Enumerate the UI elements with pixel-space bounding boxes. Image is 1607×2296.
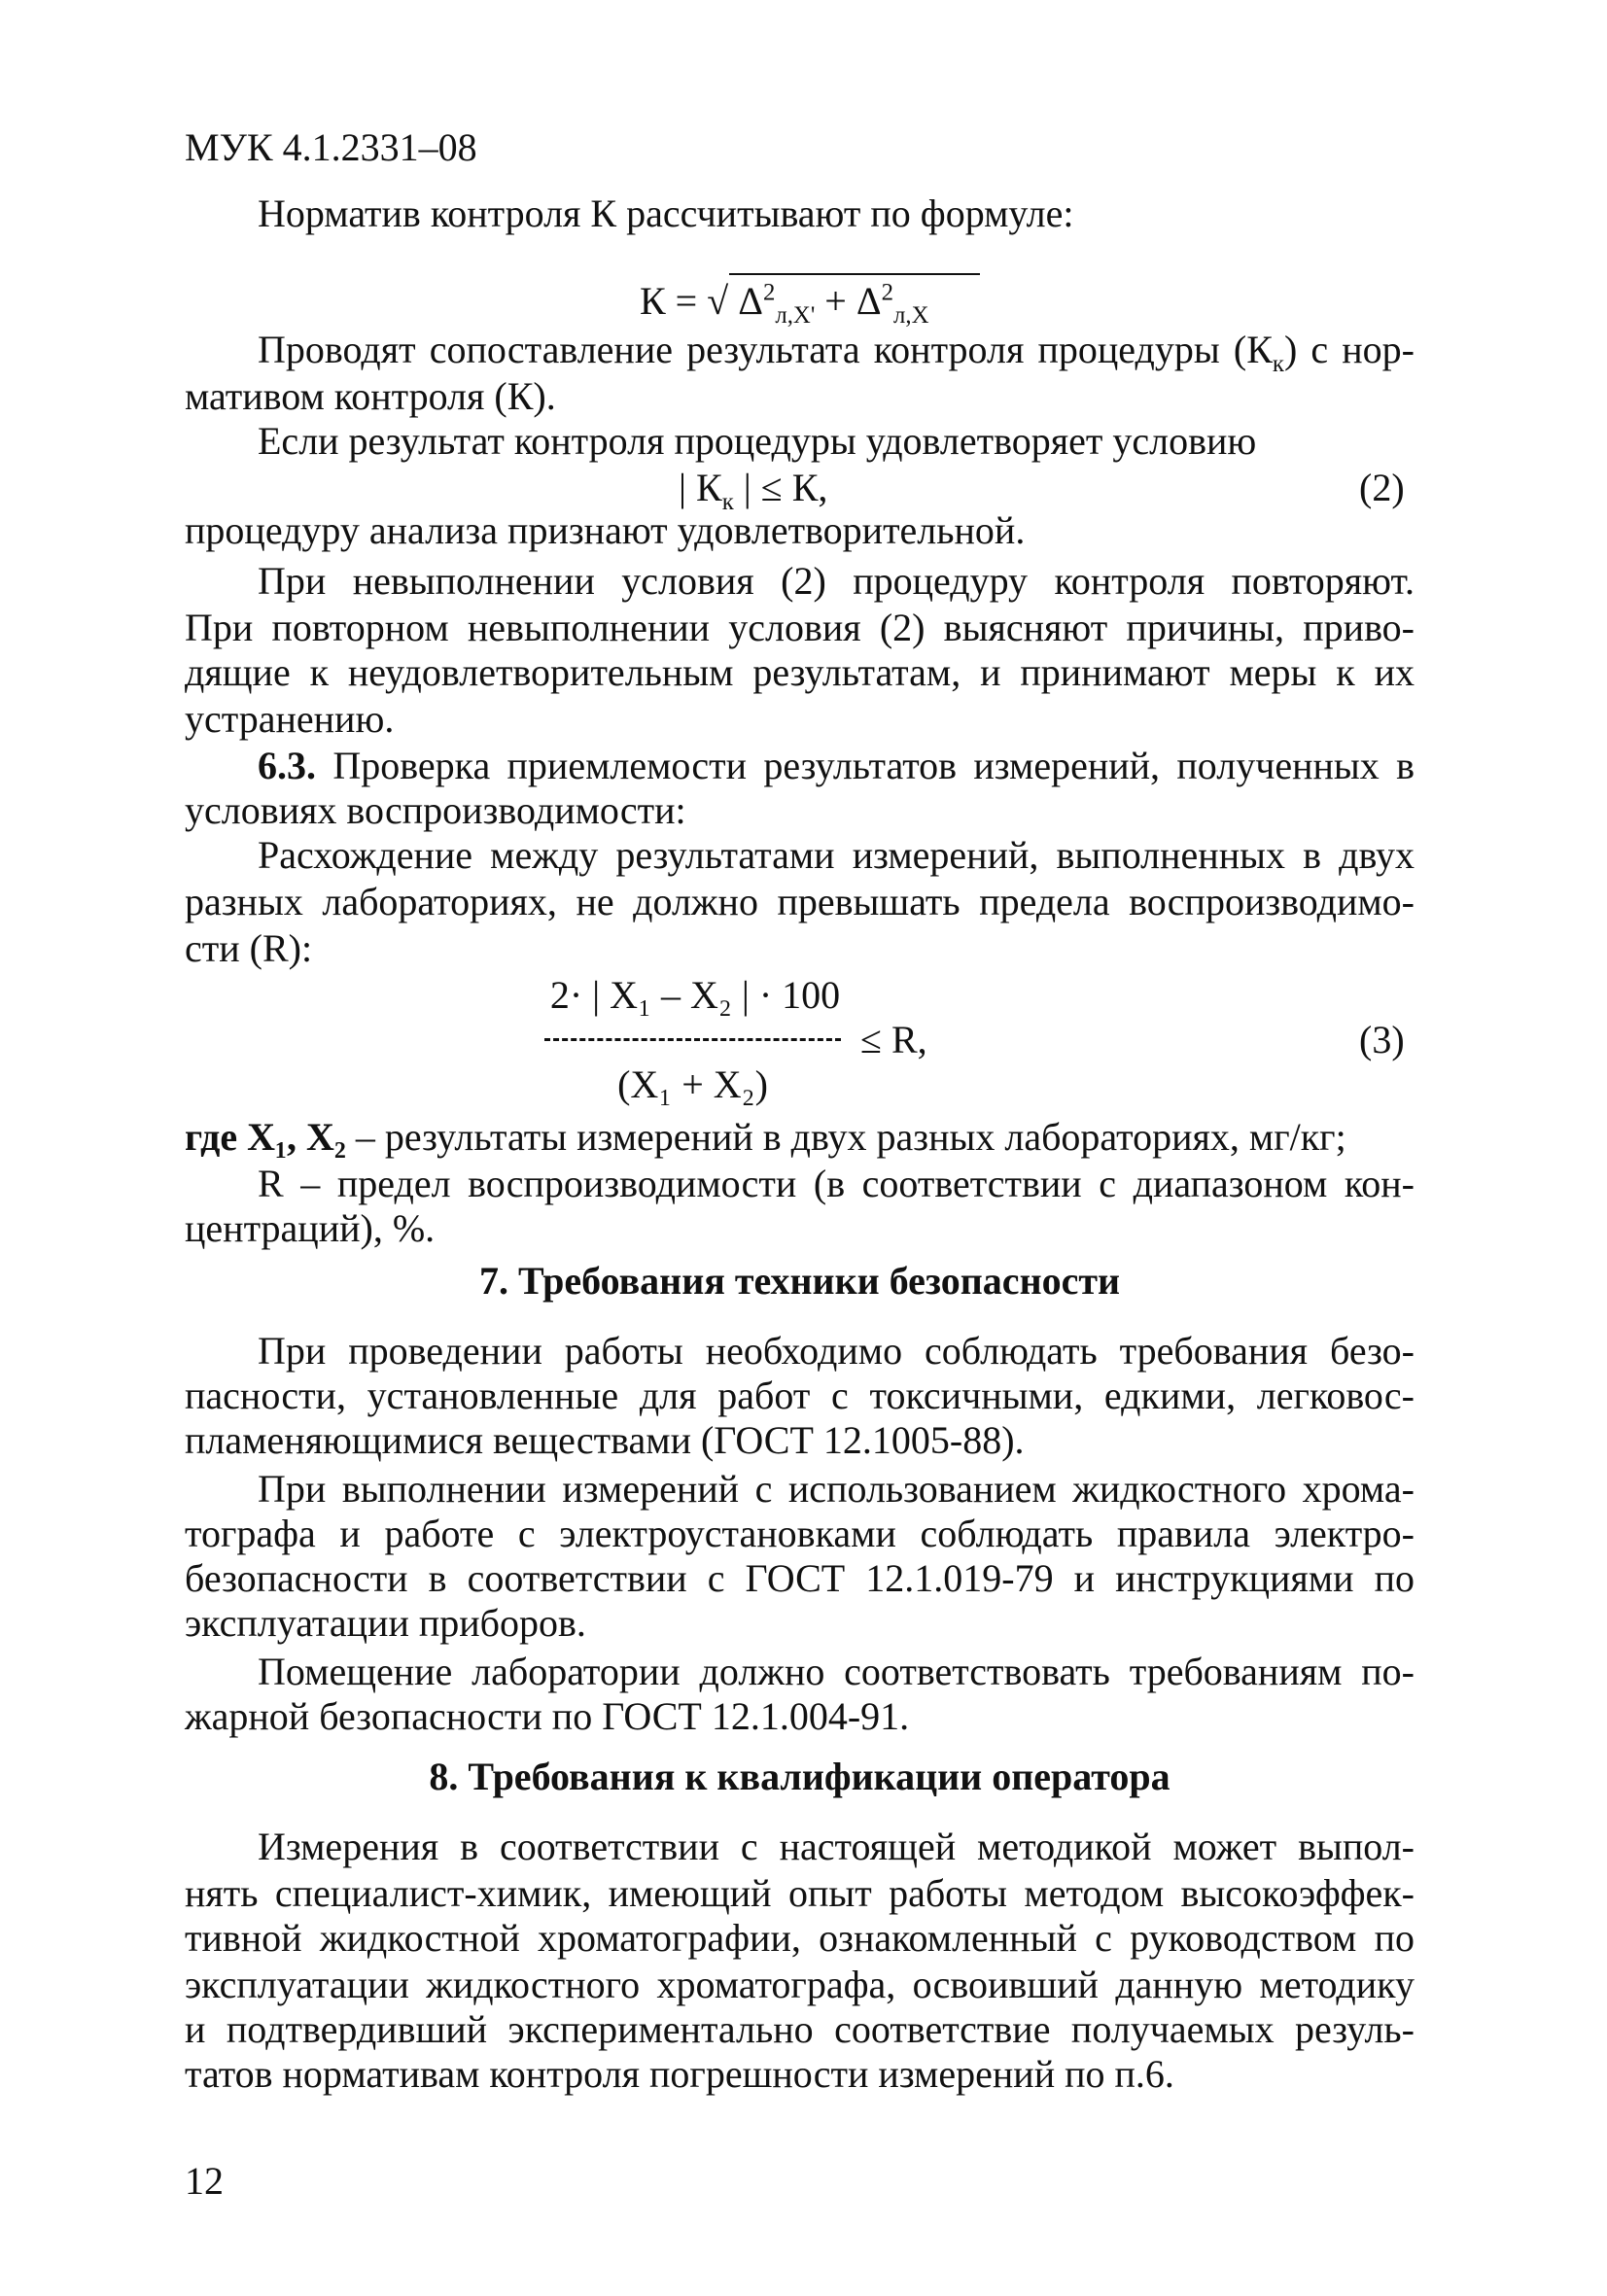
section-7-p2-line2: тографа и работе с электроустановками соблюдать правила электро- [185,1512,1415,1555]
section-8-p1-line3: тивной жидкостной хроматографии, ознакомленный с руководством по [185,1916,1415,1960]
section-7-p2-line3: безопасности в соответствии с ГОСТ 12.1.019-79 и инструкциями по [185,1556,1415,1600]
formula-3-fraction-bar [544,1038,841,1041]
section-7-p3-line1: Помещение лаборатории должно соответствовать требованиям по- [258,1650,1415,1693]
paragraph-norm-intro: Норматив контроля К рассчитывают по формуле: [258,191,1074,235]
equation-number-3: (3) [1359,1018,1405,1061]
paragraph-6-3-line1: 6.3. Проверка приемлемости результатов измерений, полученных в [258,744,1415,787]
paragraph-fail-line4: устранению. [185,697,395,741]
paragraph-r-line2: центраций), %. [185,1206,436,1250]
section-8-p1-line5: и подтвердивший экспериментально соответствие получаемых резуль- [185,2007,1415,2051]
section-7-title: 7. Требования техники безопасности [478,1259,1121,1303]
formula-2: | $К_к$ | ≤ К, [679,466,828,515]
paragraph-fail-line2: При повторном невыполнении условия (2) выясняют причины, приво- [185,606,1415,649]
paragraph-compare-line1: Проводят сопоставление результата контроля процедуры $(К_к)$ с нор- [258,328,1415,377]
equation-number-2: (2) [1359,466,1405,509]
section-8-p1-line2: нять специалист-химик, имеющий опыт работы методом высокоэффек- [185,1871,1415,1915]
section-7-p1-line3: пламеняющимися веществами (ГОСТ 12.1005-88). [185,1418,1025,1462]
page-number: 12 [185,2159,224,2203]
paragraph-6-3-line2: условиях воспроизводимости: [185,788,686,832]
formula-k: К = √ $\Delta^2_{л,Х'} + \Delta^2_{л,Х}$ [640,279,929,329]
paragraph-accept: процедуру анализа признают удовлетворительной. [185,508,1026,552]
section-7-p3-line2: жарной безопасности по ГОСТ 12.1.004-91. [185,1694,910,1738]
section-8-p1-line6: татов нормативам контроля погрешности измерений по п.6. [185,2052,1174,2096]
paragraph-compare-line2: мативом контроля (К). [185,374,556,418]
paragraph-condition: Если результат контроля процедуры удовлетворяет условию [258,419,1257,463]
paragraph-diverge-line2: разных лабораториях, не должно превышать предела воспроизводимо- [185,880,1415,923]
formula-3-denominator: (Х₁ + Х₂) [617,1062,768,1106]
paragraph-where: где Х₁, Х₂ – результаты измерений в двух разных лабораториях, мг/кг; [185,1115,1346,1159]
paragraph-fail-line1: При невыполнении условия (2) процедуру контроля повторяют. [258,559,1415,603]
section-8-title: 8. Требования к квалификации оператора [429,1755,1170,1798]
paragraph-fail-line3: дящие к неудовлетворительным результатам, и принимают меры к их [185,650,1415,694]
paragraph-diverge-line1: Расхождение между результатами измерений, выполненных в двух [258,833,1415,877]
radical-overline [729,273,980,275]
section-7-p2-line1: При выполнении измерений с использованием жидкостного хрома- [258,1467,1415,1511]
section-8-p1-line4: эксплуатации жидкостного хроматографа, освоивший данную методику [185,1963,1415,2006]
formula-3-relation: ≤ R, [860,1018,927,1061]
section-7-p2-line4: эксплуатации приборов. [185,1601,586,1645]
section-8-p1-line1: Измерения в соответствии с настоящей методикой может выпол- [258,1825,1415,1868]
paragraph-diverge-line3: сти (R): [185,926,313,970]
section-7-p1-line2: пасности, установленные для работ с токсичными, едкими, легковос- [185,1374,1415,1417]
section-7-p1-line1: При проведении работы необходимо соблюдать требования безо- [258,1329,1415,1373]
formula-3-numerator: 2· | Х₁ – Х₂ | · 100 [549,973,841,1017]
doc-code: МУК 4.1.2331–08 [185,125,477,169]
paragraph-r-line1: R – предел воспроизводимости (в соответствии с диапазоном кон- [258,1162,1415,1205]
